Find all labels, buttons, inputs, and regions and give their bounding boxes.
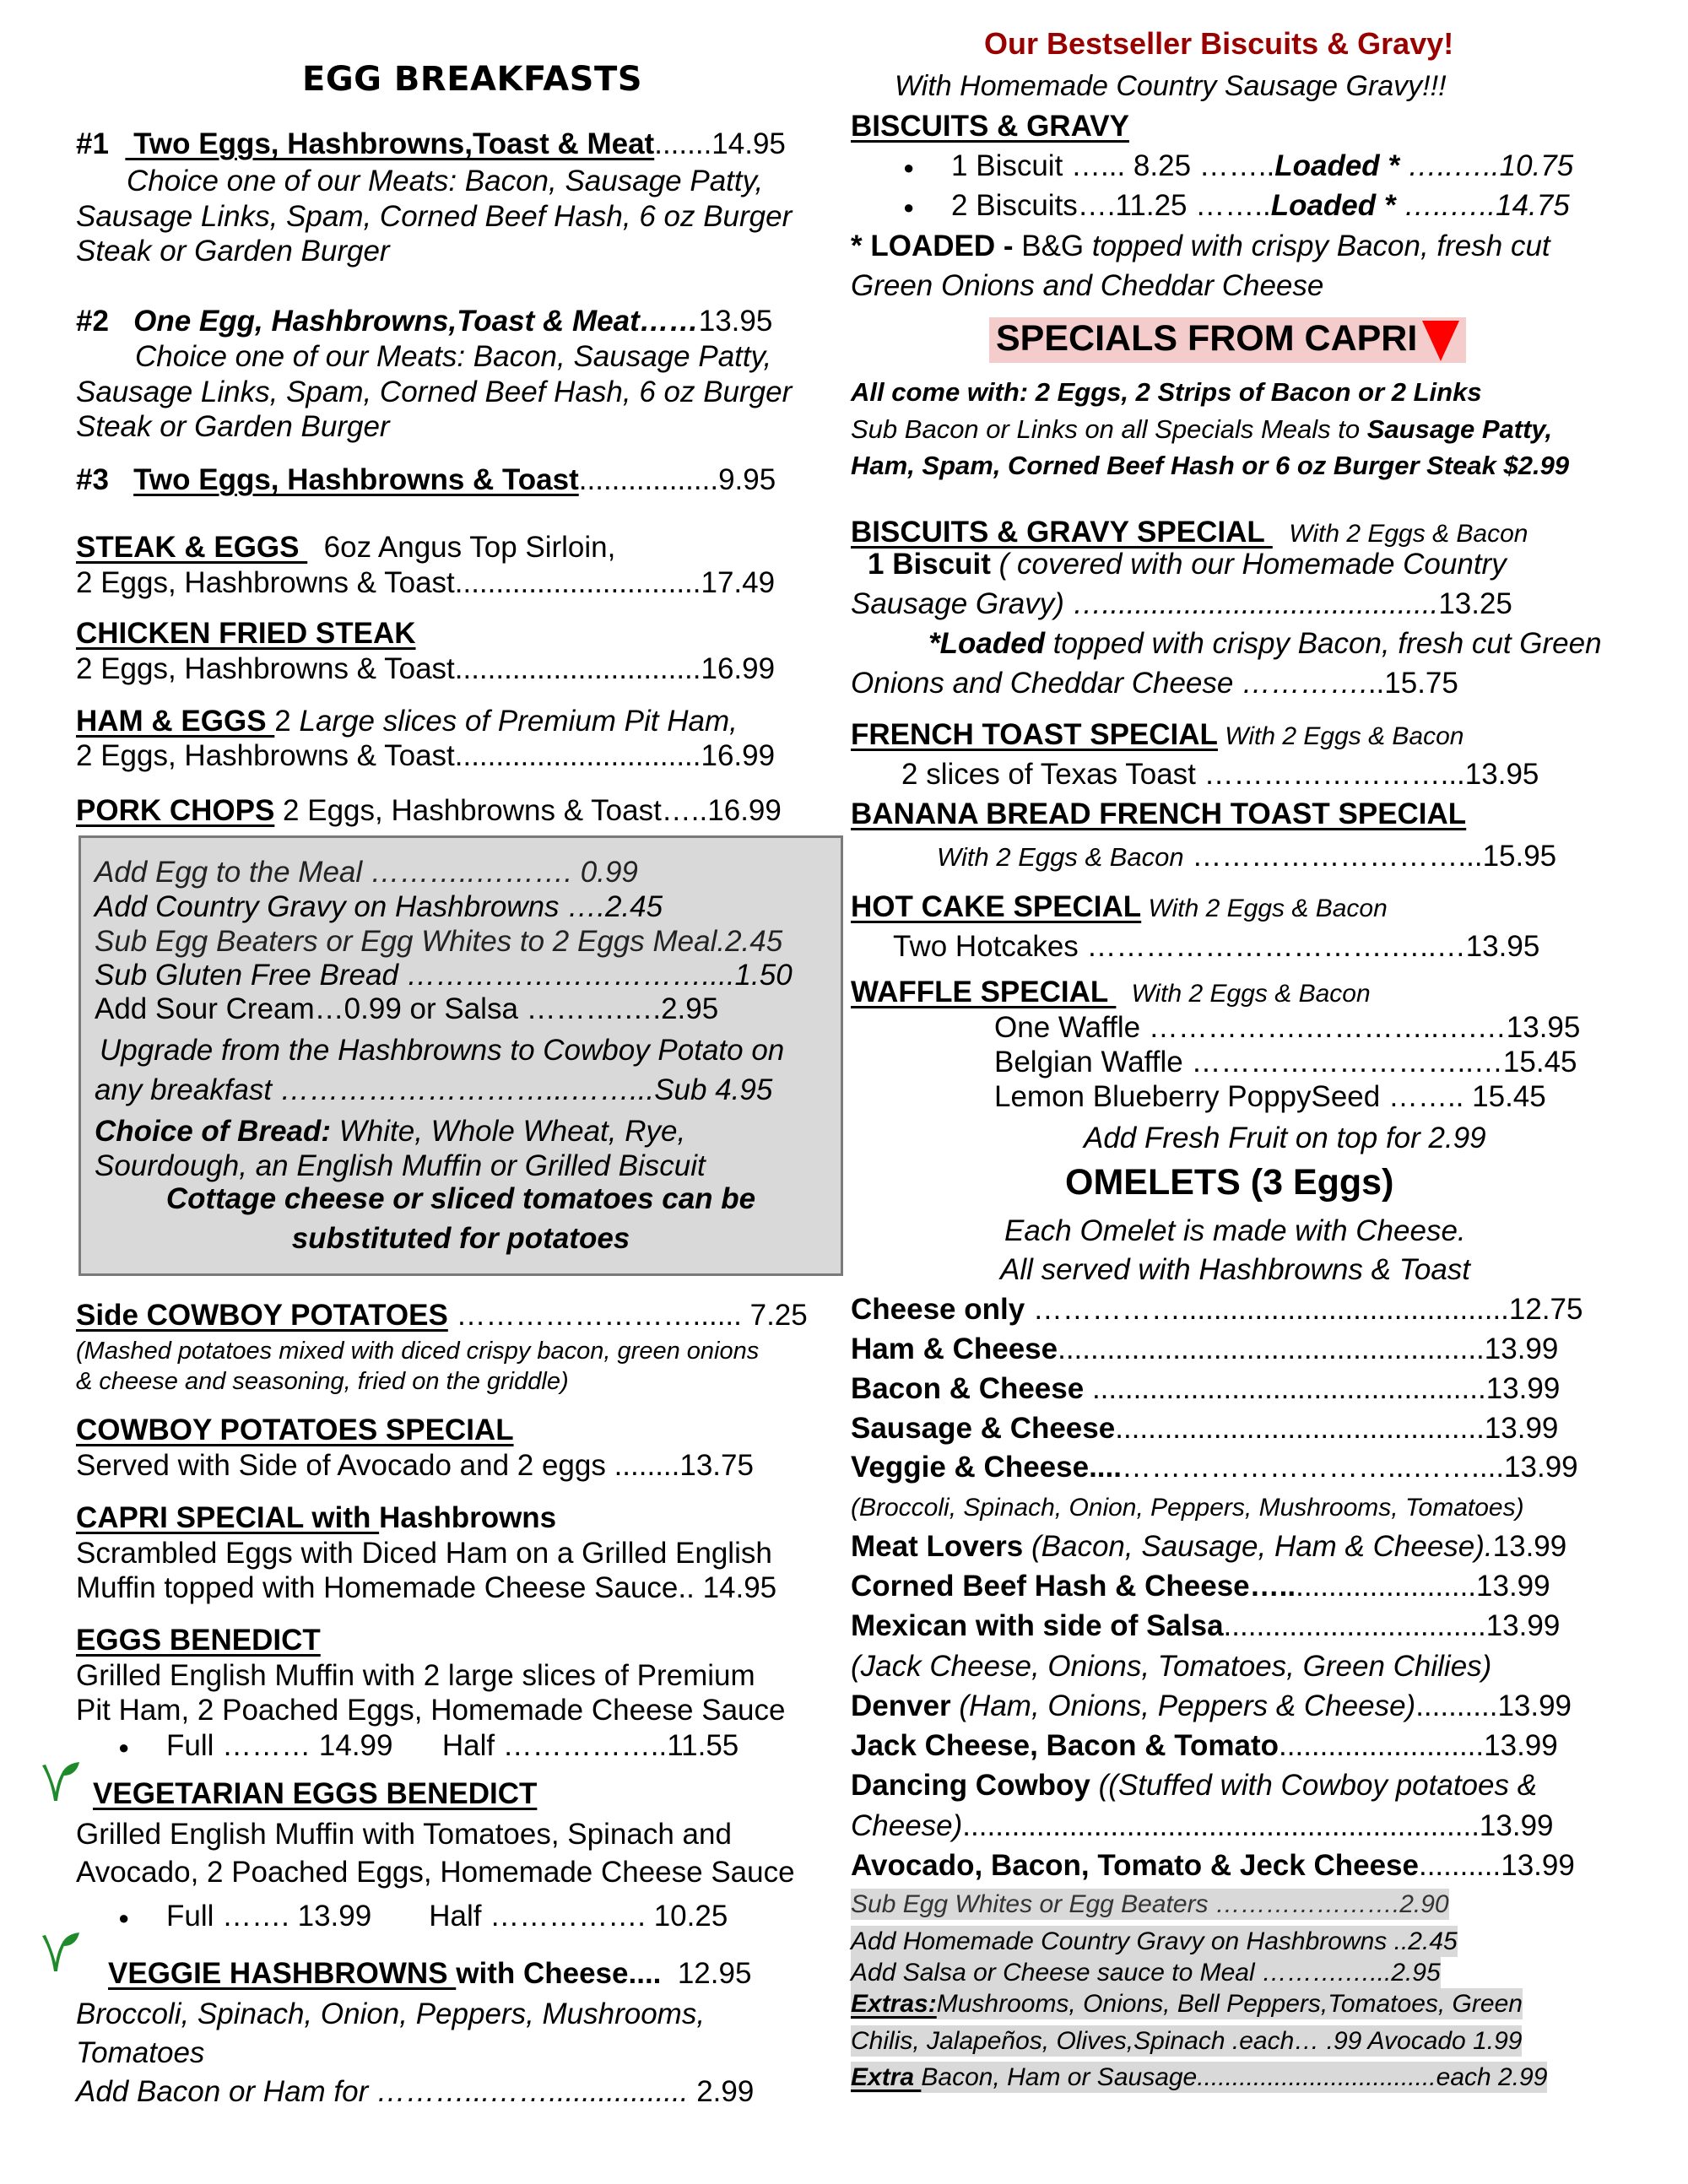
vegetarian-leaf-icon (41, 1762, 81, 1804)
specials-title-text: SPECIALS FROM CAPRI (996, 318, 1418, 359)
item-price: 13.99 (1485, 1372, 1561, 1405)
item-name: Avocado, Bacon, Tomato & Jeck Cheese (851, 1849, 1419, 1882)
item-desc: Choice one of our Meats: Bacon, Sausage Patty, (135, 340, 772, 373)
leader-dots: ……………........................................ (1025, 1293, 1509, 1326)
item-name: Mexican with side of Salsa (851, 1609, 1224, 1642)
item-with: With 2 Eggs & Bacon (1289, 520, 1528, 548)
omelet-desc: (Broccoli, Spinach, Onion, Peppers, Mushrooms, Tomatoes) (851, 1494, 1524, 1522)
item-price: 9.95 (718, 463, 776, 496)
leader-dots: ......................... (1279, 1729, 1485, 1762)
item-desc: Broccoli, Spinach, Onion, Peppers, Mushrooms, (76, 1997, 706, 2030)
loaded-note-text: Green Onions and Cheddar Cheese (851, 269, 1324, 302)
item-price: 13.99 (1504, 1451, 1578, 1484)
waffle-fruit-addon: Add Fresh Fruit on top for 2.99 (1084, 1122, 1486, 1154)
extra-label: Extra (851, 2063, 922, 2091)
item-name: with Cheese.... (456, 1957, 662, 1990)
item-desc-text: topped with crispy Bacon, fresh cut Green (1045, 627, 1602, 660)
half-label: Half …………….. (441, 1729, 668, 1762)
item-desc: Sausage Links, Spam, Corned Beef Hash, 6 oz Burger (76, 200, 793, 233)
item-desc: 2 Eggs, Hashbrowns & Toast.............................. (76, 566, 701, 599)
bread-options: Sourdough, an English Muffin or Grilled Biscuit (95, 1149, 706, 1182)
addon-gravy: Add Country Gravy on Hashbrowns ….2.45 (95, 890, 663, 923)
item-price: 16.99 (701, 739, 776, 772)
item-name: HOT CAKE SPECIAL (851, 890, 1142, 923)
leader-dots: ……………………...... (447, 1299, 750, 1332)
item-name: One Egg, Hashbrowns,Toast & Meat…… (133, 305, 699, 338)
item-desc-bold: 1 Biscuit (868, 548, 991, 581)
item-name: Sausage & Cheese (851, 1412, 1116, 1445)
item-desc: Cheese) (851, 1809, 963, 1842)
option-label: 1 Biscuit …... 8.25 …….. (951, 149, 1275, 182)
addon-egg-beaters: Sub Egg Beaters or Egg Whites to 2 Eggs Meal.2.45 (95, 925, 783, 958)
item-desc (928, 628, 1602, 661)
steak-and-eggs (76, 532, 615, 565)
specials-note: All come with: 2 Eggs, 2 Strips of Bacon or 2 Links (851, 377, 1482, 407)
banana-bread-french-toast-name: BANANA BREAD FRENCH TOAST SPECIAL (851, 797, 1467, 830)
omelet-row (851, 1413, 1558, 1446)
item-desc: Muffin topped with Homemade Cheese Sauce.. (76, 1571, 703, 1604)
extras-veggies (851, 1988, 1523, 2019)
omelet-row (851, 1810, 1554, 1843)
item-desc: (Mashed potatoes mixed with diced crispy bacon, green onions (76, 1338, 760, 1365)
half-price: 10.25 (653, 1900, 728, 1933)
item-name: Denver (851, 1689, 951, 1722)
item-desc: 6oz Angus Top Sirloin, (323, 531, 616, 564)
biscuits-gravy-option-1 (903, 150, 1573, 183)
ham-and-eggs (76, 705, 738, 738)
leader-dots: ............................................. (1115, 1412, 1485, 1445)
item-price: 7.25 (749, 1299, 808, 1332)
extras-text: Mushrooms, Onions, Bell Peppers,Tomatoes, Green (936, 1990, 1523, 2018)
vegetarian-benedict-prices (118, 1900, 728, 1933)
egg-breakfasts-title: EGG BREAKFASTS (302, 60, 643, 99)
chicken-fried-steak-name: CHICKEN FRIED STEAK (76, 617, 416, 650)
omelet-row (851, 1690, 1572, 1723)
eggs-benedict-name: EGGS BENEDICT (76, 1624, 321, 1657)
item-desc: Grilled English Muffin with Tomatoes, Spinach and (76, 1818, 732, 1851)
addon-egg: Add Egg to the Meal ………..………. 0.99 (95, 856, 638, 889)
chicken-fried-steak-line (76, 653, 775, 686)
waffle-item (994, 1046, 1577, 1079)
item-desc: Sausage Links, Spam, Corned Beef Hash, 6 oz Burger (76, 376, 793, 408)
addon-cowboy-upgrade: Upgrade from the Hashbrowns to Cowboy Potato on (100, 1034, 785, 1067)
banana-bread-line (937, 841, 1556, 873)
full-price: 13.99 (297, 1900, 372, 1933)
cowboy-potatoes-special-name: COWBOY POTATOES SPECIAL (76, 1414, 514, 1446)
waffle-item (994, 1081, 1546, 1114)
addon-label: Add Bacon or Ham for ………...……................. (76, 2075, 697, 2108)
item-name: WAFFLE SPECIAL (851, 976, 1117, 1008)
item-price: 12.75 (1508, 1293, 1583, 1326)
item-price: 13.99 (1492, 1530, 1567, 1563)
leader-dots: .......... (1418, 1849, 1501, 1882)
item-name: Dancing Cowboy (851, 1769, 1090, 1802)
menu-item-2 (76, 305, 772, 338)
pork-chops (76, 795, 782, 828)
item-number: #2 (76, 305, 109, 338)
item-price: 16.99 (701, 652, 776, 685)
item-with: With 2 Eggs & Bacon (1124, 980, 1371, 1008)
leader-dots: ...................... (1296, 1570, 1477, 1603)
omelet-row (851, 1730, 1558, 1763)
item-desc: 2 (274, 705, 291, 738)
full-label: Full ……… (166, 1729, 319, 1762)
item-desc: 2 Eggs, Hashbrowns & Toast….. (283, 794, 708, 827)
leader-dots: ………………………...…….... (1121, 1451, 1505, 1484)
biscuits-gravy-name: BISCUITS & GRAVY (851, 110, 1129, 143)
item-number: #1 (76, 127, 109, 160)
item-price: 15.45 (1472, 1080, 1546, 1113)
omelets-title: OMELETS (3 Eggs) (1065, 1162, 1394, 1203)
item-desc: Large slices of Premium Pit Ham, (299, 705, 738, 738)
item-name: Corned Beef Hash & Cheese….. (851, 1570, 1296, 1603)
item-desc: Grilled English Muffin with 2 large slices of Premium (76, 1659, 755, 1692)
item-desc: Choice one of our Meats: Bacon, Sausage Patty, (127, 165, 764, 197)
extra-salsa-cheese: Add Salsa or Cheese sauce to Meal ……….…...2.95 (851, 1959, 1441, 1987)
menu-item-1 (76, 128, 786, 161)
loaded-note-text: topped with crispy Bacon, fresh cut (1091, 230, 1550, 262)
item-price: 13.95 (1465, 930, 1540, 963)
item-name: Bacon & Cheese (851, 1372, 1085, 1405)
steak-and-eggs-line (76, 567, 775, 600)
option-label: 2 Biscuits….11.25 …….. (951, 189, 1271, 222)
omelets-subtitle: All served with Hashbrowns & Toast (1000, 1253, 1471, 1286)
capri-special-name (76, 1502, 556, 1535)
extras-label: Extras: (851, 1990, 937, 2018)
item-desc: & cheese and seasoning, fried on the griddle) (76, 1368, 569, 1395)
item-with: With 2 Eggs & Bacon (1217, 722, 1464, 750)
item-desc: Pit Ham, 2 Poached Eggs, Homemade Cheese Sauce (76, 1694, 786, 1727)
vegetarian-leaf-icon (41, 1933, 81, 1975)
item-price: 14.95 (702, 1571, 777, 1604)
item-price: ..15.75 (1367, 667, 1458, 700)
item-number: #3 (76, 463, 109, 496)
item-desc: 2 slices of Texas Toast ……………………... (901, 758, 1465, 791)
omelet-row (851, 1531, 1566, 1564)
omelet-row (851, 1451, 1578, 1484)
leader-dots: .......... (1415, 1689, 1498, 1722)
bread-label: Choice of Bread: (95, 1115, 332, 1148)
item-price: 13.99 (1497, 1689, 1572, 1722)
item-price: 13.99 (1476, 1570, 1550, 1603)
bread-options: White, Whole Wheat, Rye, (331, 1115, 686, 1148)
omelet-row (851, 1770, 1537, 1803)
omelet-row (851, 1570, 1550, 1603)
addon-price: 2.99 (696, 2075, 755, 2108)
item-name: Jack Cheese, Bacon & Tomato (851, 1729, 1280, 1762)
biscuits-gravy-option-2 (903, 190, 1570, 223)
item-name: Two Eggs, Hashbrowns,Toast & Meat (125, 127, 655, 160)
addon-cowboy-upgrade-price: any breakfast ………………………...……...Sub 4.95 (95, 1073, 773, 1106)
item-price: 13.75 (679, 1449, 754, 1482)
waffle-item (994, 1012, 1580, 1045)
item-desc: Tomatoes (76, 2036, 205, 2069)
item-name: PORK CHOPS (76, 794, 275, 827)
leader-dots: ………………………... (1183, 840, 1483, 873)
potato-sub-note: substituted for potatoes (291, 1222, 630, 1255)
leader-dots: ................. (578, 463, 719, 496)
item-desc: 2 Eggs, Hashbrowns & Toast.............................. (76, 652, 701, 685)
item-price: 14.95 (711, 127, 786, 160)
item-price: 16.99 (707, 794, 782, 827)
loaded-label: Loaded * (1270, 189, 1396, 222)
bestseller-subtitle: With Homemade Country Sausage Gravy!!! (895, 70, 1447, 102)
bestseller-title: Our Bestseller Biscuits & Gravy! (984, 26, 1454, 61)
extra-meat (851, 2062, 1547, 2093)
item-desc (868, 549, 1507, 581)
item-name: Cheese only (851, 1293, 1025, 1326)
potato-sub-note: Cottage cheese or sliced tomatoes can be (165, 1182, 756, 1215)
full-price: 14.99 (318, 1729, 393, 1762)
item-desc: Scrambled Eggs with Diced Ham on a Grilled English (76, 1537, 772, 1570)
item-desc: Served with Side of Avocado and 2 eggs ........ (76, 1449, 680, 1482)
waffle-special (851, 976, 1371, 1009)
extras-veggies-price: Chilis, Jalapeños, Olives,Spinach .each… .99 Avocado 1.99 (851, 2027, 1523, 2055)
capri-special-line (76, 1572, 776, 1605)
half-price: 11.55 (667, 1729, 739, 1762)
french-toast-special (851, 719, 1464, 752)
item-name: FRENCH TOAST SPECIAL (851, 718, 1218, 751)
item-price: 15.45 (1502, 1046, 1577, 1078)
extra-egg-whites: Sub Egg Whites or Egg Beaters ………………….2.90 (851, 1890, 1449, 1918)
item-price: 13.99 (1484, 1729, 1558, 1762)
item-name: Side COWBOY POTATOES (76, 1299, 448, 1332)
leader-dots: ............................................................... (962, 1809, 1480, 1842)
specials-from-capri-title (989, 317, 1466, 363)
full-label: Full ……. (166, 1900, 298, 1933)
item-name: Meat Lovers (851, 1530, 1024, 1563)
item-name: Two Eggs, Hashbrowns & Toast (133, 463, 579, 496)
item-desc: 2 Eggs, Hashbrowns & Toast.............................. (76, 739, 701, 772)
eggs-benedict-prices (118, 1730, 738, 1763)
french-toast-line (901, 759, 1539, 792)
red-arrow-down-icon (1422, 321, 1459, 361)
biscuits-gravy-special (851, 516, 1528, 549)
vegetarian-eggs-benedict-name: VEGETARIAN EGGS BENEDICT (93, 1777, 538, 1810)
item-price: 13.99 (1484, 1333, 1559, 1365)
omelets-subtitle: Each Omelet is made with Cheese. (1004, 1214, 1466, 1247)
hot-cake-line (893, 931, 1539, 964)
addon-gluten-free: Sub Gluten Free Bread …………………………....1.50 (95, 959, 793, 992)
item-name: STEAK & EGGS (76, 531, 308, 564)
side-cowboy-potatoes (76, 1300, 808, 1333)
item-name: VEGGIE HASHBROWNS (108, 1957, 457, 1990)
item-name: BISCUITS & GRAVY SPECIAL (851, 516, 1273, 549)
item-desc: ((Stuffed with Cowboy potatoes & (1090, 1769, 1538, 1802)
veggie-hashbrowns-addon (76, 2076, 754, 2109)
item-with: With 2 Eggs & Bacon (1141, 895, 1388, 922)
item-price: 13.95 (698, 305, 773, 338)
item-name: One Waffle …………….…………..….… (994, 1011, 1507, 1044)
item-name: Ham & Cheese (851, 1333, 1058, 1365)
item-price: 12.95 (677, 1957, 752, 1990)
item-desc (851, 588, 1512, 621)
loaded-label: *Loaded (928, 627, 1046, 660)
item-desc-text: Onions and Cheddar Cheese …………. (851, 667, 1368, 700)
item-desc: Steak or Garden Burger (76, 410, 390, 443)
omelet-row (851, 1610, 1560, 1643)
item-desc: Steak or Garden Burger (76, 235, 390, 268)
item-price: 13.25 (1438, 587, 1512, 620)
loaded-label: Loaded * (1274, 149, 1400, 182)
omelet-row (851, 1294, 1583, 1327)
item-name: Veggie & Cheese.... (851, 1451, 1122, 1484)
item-name: Lemon Blueberry PoppySeed …….. (994, 1080, 1473, 1113)
specials-sub-text: Sausage Patty, (1366, 414, 1553, 444)
menu-item-3 (76, 464, 776, 497)
item-price: 13.99 (1485, 1609, 1561, 1642)
addon-sour-cream-salsa: Add Sour Cream…0.99 or Salsa ……….….2.95 (95, 992, 719, 1025)
item-desc (851, 668, 1458, 700)
leader-dots: ................................................ (1084, 1372, 1486, 1405)
item-price: 13.95 (1506, 1011, 1581, 1044)
item-name: Hashbrowns (379, 1501, 557, 1534)
loaded-price: …..…..10.75 (1399, 149, 1574, 182)
veggie-hashbrowns (108, 1958, 751, 1991)
item-price: 13.99 (1484, 1412, 1559, 1445)
loaded-price: …..…..14.75 (1395, 189, 1570, 222)
extra-gravy: Add Homemade Country Gravy on Hashbrowns ..2.45 (851, 1927, 1458, 1955)
omelet-row (851, 1373, 1560, 1406)
omelet-row (851, 1850, 1575, 1883)
omelet-row (851, 1333, 1558, 1366)
loaded-note-text: B&G (1021, 230, 1092, 262)
hot-cake-special (851, 891, 1388, 924)
extra-text: Bacon, Ham or Sausage..................................each 2.99 (921, 2063, 1548, 2091)
item-desc: (Ham, Onions, Peppers & Cheese) (950, 1689, 1416, 1722)
item-price: 15.95 (1482, 840, 1557, 873)
item-price: 13.99 (1501, 1849, 1575, 1882)
item-desc: Avocado, 2 Poached Eggs, Homemade Cheese Sauce (76, 1856, 795, 1889)
item-name: HAM & EGGS (76, 705, 275, 738)
item-desc-text: ( covered with our Homemade Country (990, 548, 1507, 581)
specials-sub-note (851, 415, 1552, 444)
item-desc: (Bacon, Sausage, Ham & Cheese). (1023, 1530, 1493, 1563)
item-with: With 2 Eggs & Bacon (937, 842, 1184, 872)
ham-and-eggs-line (76, 740, 775, 773)
item-price: 13.99 (1479, 1809, 1554, 1842)
loaded-note-label: * LOADED - (851, 230, 1022, 262)
item-price: 13.95 (1464, 758, 1539, 791)
item-name: CAPRI SPECIAL with (76, 1501, 380, 1534)
item-price: 17.49 (701, 566, 776, 599)
item-desc-text: Sausage Gravy) …......................................... (851, 587, 1439, 620)
item-name: Belgian Waffle ………………………..… (994, 1046, 1503, 1078)
leader-dots: ....... (654, 127, 712, 160)
specials-sub-note: Ham, Spam, Corned Beef Hash or 6 oz Burger Steak $2.99 (851, 451, 1570, 480)
cowboy-potatoes-special-line (76, 1450, 754, 1483)
loaded-note (851, 230, 1550, 263)
bread-choice (95, 1116, 685, 1149)
specials-sub-text: Sub Bacon or Links on all Specials Meals to (851, 414, 1367, 444)
leader-dots: .................................................... (1058, 1333, 1485, 1365)
half-label: Half ……………. (429, 1900, 654, 1933)
leader-dots: ................................ (1223, 1609, 1486, 1642)
omelet-desc: (Jack Cheese, Onions, Tomatoes, Green Chilies) (851, 1650, 1492, 1683)
item-desc: Two Hotcakes ………………………….…..… (893, 930, 1466, 963)
